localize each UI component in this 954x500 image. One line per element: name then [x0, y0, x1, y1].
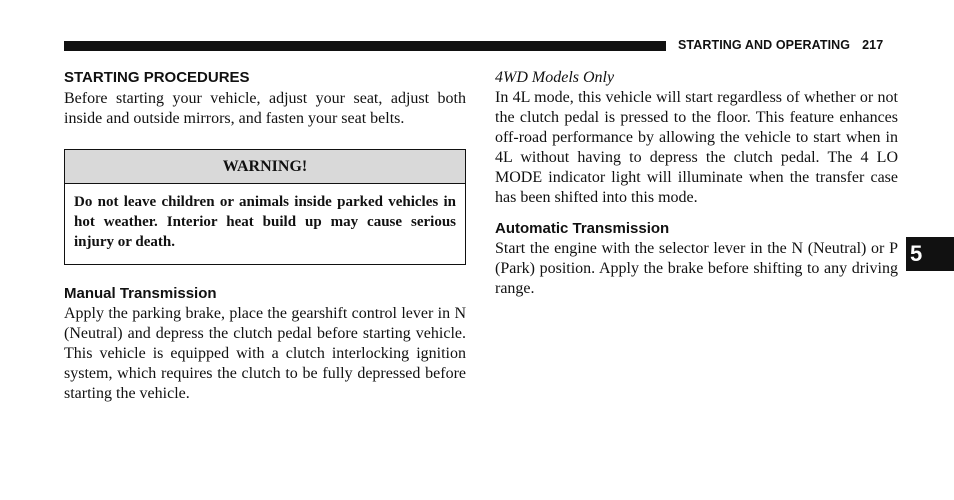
warning-box: [64, 149, 466, 265]
header-rule-bar: [64, 41, 666, 51]
automatic-transmission-paragraph: Start the engine with the selector lever in the N (Neutral) or P (Park) position. Apply the brake before shifting to any driving range.: [495, 240, 898, 297]
chapter-tab: 5: [906, 237, 954, 271]
page-number: 217: [862, 38, 884, 52]
starting-intro-paragraph: Before starting your vehicle, adjust your seat, adjust both inside and outside mirrors, and fasten your seat belts.: [64, 90, 466, 127]
warning-text: Do not leave children or animals inside parked vehicles in hot weather. Interior heat build up may cause serious injury or death.: [74, 194, 456, 250]
starting-procedures-heading: STARTING PROCEDURES: [64, 69, 250, 86]
manual-transmission-paragraph: Apply the parking brake, place the gearshift control lever in N (Neutral) and depress the clutch pedal before starting vehicle. This vehicle is equipped with a clutch interlocking ignition system, which requires the clutch to be fully depressed before starting the vehicle.: [64, 305, 466, 402]
manual-transmission-heading: Manual Transmission: [64, 285, 217, 302]
section-title: STARTING AND OPERATING: [678, 38, 851, 52]
4wd-models-heading: 4WD Models Only: [495, 69, 615, 86]
left-column: [64, 68, 466, 404]
running-head: [678, 38, 883, 52]
automatic-transmission-heading: Automatic Transmission: [495, 220, 670, 237]
warning-title: WARNING!: [65, 150, 465, 184]
4wd-models-paragraph: In 4L mode, this vehicle will start regardless of whether or not the clutch pedal is pressed to the floor. This feature enhances off-road performance by allowing the vehicle to start when in 4L without having to depress the clutch pedal. The 4 LO MODE indicator light will illuminate when the transfer case has been shifted into this mode.: [495, 89, 898, 206]
right-column: [495, 68, 898, 299]
